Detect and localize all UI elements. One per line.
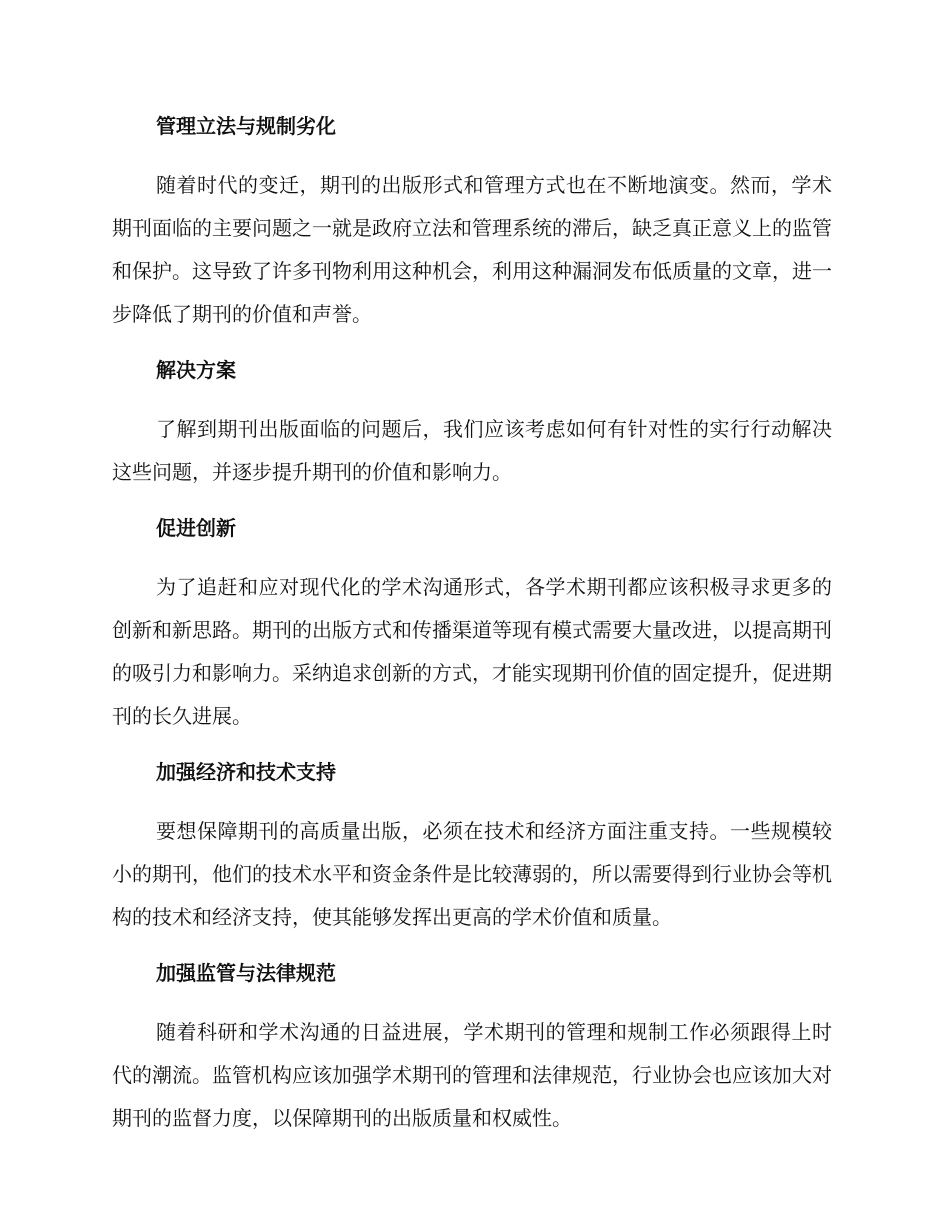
section-heading-supervision: 加强监管与法律规范 [156, 961, 336, 985]
section-heading-support: 加强经济和技术支持 [156, 760, 336, 784]
section-heading-regulation: 管理立法与规制劣化 [156, 114, 336, 138]
section-paragraph-innovation: 为了追赶和应对现代化的学术沟通形式，各学术期刊都应该积极寻求更多的创新和新思路。期刊的出版方式和传播渠道等现有模式需要大量改进，以提高期刊的吸引力和影响力。采纳追求创新的方式，才能实现期刊价值的固定提升，促进期刊的长久进展。 [112, 575, 832, 728]
section-paragraph-supervision: 随着科研和学术沟通的日益进展，学术期刊的管理和规制工作必须跟得上时代的潮流。监管机构应该加强学术期刊的管理和法律规范，行业协会也应该加大对期刊的监督力度，以保障期刊的出版质量和权威性。 [112, 1020, 832, 1130]
section-paragraph-support: 要想保障期刊的高质量出版，必须在技术和经济方面注重支持。一些规模较小的期刊，他们的技术水平和资金条件是比较薄弱的，所以需要得到行业协会等机构的技术和经济支持，使其能够发挥出更高的学术价值和质量。 [112, 819, 832, 929]
section-heading-innovation: 促进创新 [156, 516, 236, 540]
section-paragraph-solutions: 了解到期刊出版面临的问题后，我们应该考虑如何有针对性的实行行动解决这些问题，并逐步提升期刊的价值和影响力。 [112, 417, 832, 484]
section-paragraph-regulation: 随着时代的变迁，期刊的出版形式和管理方式也在不断地演变。然而，学术期刊面临的主要问题之一就是政府立法和管理系统的滞后，缺乏真正意义上的监管和保护。这导致了许多刊物利用这种机会，利用这种漏洞发布低质量的文章，进一步降低了期刊的价值和声誉。 [112, 173, 832, 326]
section-heading-solutions: 解决方案 [156, 358, 236, 382]
document-page [112, 110, 832, 1158]
